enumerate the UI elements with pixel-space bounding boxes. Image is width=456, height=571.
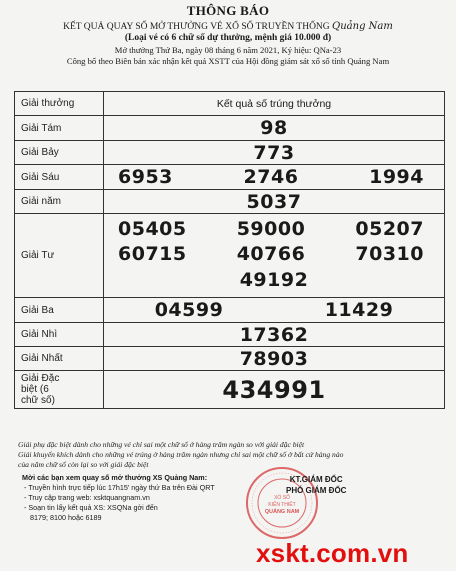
winning-number: 17362 [239,323,309,346]
prize-row-nam [15,190,445,214]
winning-number: 59000 [236,217,306,240]
winning-number: 05207 [355,217,424,240]
notice-subtitle [0,21,456,32]
winning-number: 60715 [118,242,187,265]
notice-title: THÔNG BÁO [186,3,270,18]
special-label-line: biệt (6 [21,384,49,395]
prize-notes [18,440,428,470]
svg-text:XỔ SỐ: XỔ SỐ [274,495,290,501]
prize-label: Giải Ba [15,298,104,323]
viewing-info-item: - Truy cập trang web: xsktquangnam.vn [24,493,150,502]
note-line: Giải khuyến khích dành cho những vé trúng ở hàng trăm ngàn nhưng chỉ sai một chữ số ở bất cứ hàng nào [18,450,344,459]
winning-number: 11429 [324,299,394,321]
winning-number: 04599 [154,299,224,321]
ticket-type-note: (Loại vé có 6 chữ số dự thưởng, mệnh giá 10.000 đ) [124,33,332,43]
subtitle-text: KẾT QUẢ QUAY SỐ MỞ THƯỞNG VÉ XỔ SỐ TRUYỀN THỐNG [63,22,330,32]
winning-number: 78903 [239,347,309,370]
prize-label: Giải Tư [15,214,104,298]
prize-row-dac-biet [15,371,445,409]
prize-row-sau [15,165,445,190]
winning-number: 773 [253,141,295,164]
prize-label: Giải Tám [15,116,104,141]
winning-number: 2746 [243,166,299,188]
draw-date-line: Mở thưởng Thứ Ba, ngày 08 tháng 6 năm 2021, Ký hiệu: QNa-23 [114,45,342,55]
viewing-info [18,473,248,523]
province-name: Quảng Nam [332,21,393,32]
svg-text:QUẢNG NAM: QUẢNG NAM [264,509,300,515]
winning-number: 5037 [246,190,302,213]
result-column-header: Kết quả số trúng thưởng [104,92,445,116]
signature-role: PHÓ GIÁM ĐỐC [286,486,347,495]
prize-label: Giải Nhì [15,323,104,347]
prize-label-special [15,371,104,409]
special-winning-number: 434991 [222,375,326,404]
winning-number: 49192 [239,268,309,291]
results-table [14,91,445,409]
special-label-line: Giải Đặc [21,373,60,384]
winning-number: 6953 [118,166,173,188]
winning-number: 05405 [118,217,187,240]
prize-column-header: Giải thưởng [15,92,104,116]
note-line: của năm chữ số còn lại so với giải đặc biệt [18,460,149,469]
viewing-info-title: Mời các bạn xem quay số mở thưởng XS Quảng Nam: [22,473,208,482]
special-label-line: chữ số) [21,395,55,406]
prize-label: Giải năm [15,190,104,214]
announcement-line: Công bố theo Biên bản xác nhận kết quả XSTT của Hội đồng giám sát xổ số tỉnh Quảng Nam [66,56,390,66]
note-line: Giải phụ đặc biệt dành cho những vé chỉ sai một chữ số ở hàng trăm ngàn so với giải đặc biệt [18,440,305,449]
winning-number: 70310 [355,242,424,265]
prize-row-tam [15,116,445,141]
table-header-row [15,92,445,116]
header [0,0,456,66]
prize-row-ba [15,298,445,323]
prize-label: Giải Bảy [15,141,104,165]
viewing-info-item: - Truyền hình trực tiếp lúc 17h15' ngày thứ Ba trên Đài QRT [24,483,215,492]
winning-number: 1994 [369,166,424,188]
viewing-info-item: - Soạn tin lấy kết quả XS: XSQNa gởi đến [24,503,158,512]
prize-row-nhat [15,347,445,371]
signature-title: KT.GIÁM ĐỐC [289,475,343,484]
prize-row-nhi [15,323,445,347]
prize-row-tu [15,214,445,298]
viewing-info-item: 8179; 8100 hoặc 6189 [30,513,102,522]
prize-label: Giải Nhất [15,347,104,371]
signature-block [286,474,346,496]
svg-text:KIẾN THIẾT: KIẾN THIẾT [268,502,296,508]
winning-number: 40766 [236,242,306,265]
prize-row-bay [15,141,445,165]
winning-number: 98 [260,117,288,139]
prize-label: Giải Sáu [15,165,104,190]
watermark-logo: xskt.com.vn [256,538,409,568]
